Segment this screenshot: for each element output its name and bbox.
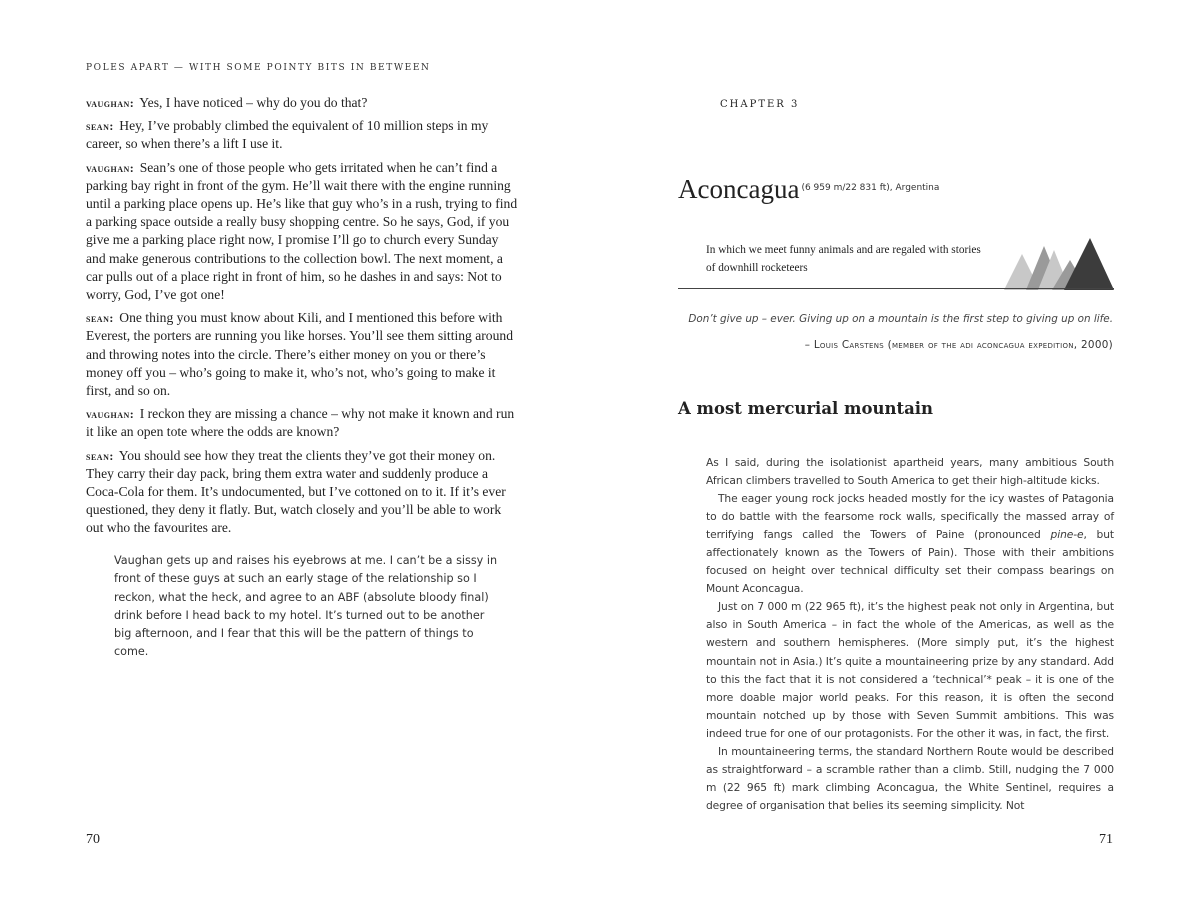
running-head: POLES APART — WITH SOME POINTY BITS IN BETWEEN [86,63,431,73]
page-number-right: 71 [1099,832,1113,847]
dialogue-line [86,159,520,305]
dialogue-text: Hey, I’ve probably climbed the equivalent of 10 million steps in my career, so when there’s a lift I use it. [86,118,489,152]
paragraph-text: The eager young rock jocks headed mostly for the icy wastes of Patagonia to do battle with the fearsome rock walls, specifically the massed array of terrifying fangs called the Towers of Paine (pronounced [706,492,1114,542]
speaker-label: sean: [86,119,114,134]
chapter-divider [678,288,1114,289]
dialogue-block [86,94,520,543]
paragraph-text: , but affectionately known as the Towers of Pain). Those with their ambitions focused on height over technical difficulty set their compass bearings on Mount Aconcagua. [706,528,1115,596]
mountain-name: Aconcagua [678,174,800,204]
speaker-label: vaughan: [86,407,135,422]
paragraph: As I said, during the isolationist apartheid years, many ambitious South African climbers travelled to South America to get their high-altitude kicks. [706,456,1114,488]
epigraph-attribution: – Louis Carstens (member of the adi aconcagua expedition, 2000) [804,339,1113,351]
emphasis-text: pine-e [1050,528,1084,542]
dialogue-line [86,405,520,441]
narrative-aside: Vaughan gets up and raises his eyebrows at me. I can’t be a sissy in front of these guys at such an early stage of the relationship so I reckon, what the heck, and agree to an ABF (absolute bloody final) drink before I head back to my hotel. It’s turned out to be another big afternoon, and I fear that this will be the pattern of things to come. [114,554,498,659]
chapter-label: CHAPTER 3 [720,99,800,110]
paragraph: Just on 7 000 m (22 965 ft), it’s the highest peak not only in Argentina, but also in South America – in fact the whole of the Americas, as well as the western and southern hemispheres. (More simply put, it’s the highest mountain not in Asia.) It’s quite a mountaineering prize by any standard. Add to this the fact that it is not considered a ‘technical’* peak – it is one of the more doable major world peaks. For this reason, it is often the second mountain notched up by those with Seven Summit ambitions. This was indeed true for one of our protagonists. For the other it was, in fact, the first. [706,600,1114,740]
chapter-title [678,174,1118,205]
epigraph: Don’t give up – ever. Giving up on a mountain is the first step to giving up on life. [688,313,1113,325]
dialogue-text: Yes, I have noticed – why do you do that? [139,95,368,110]
dialogue-text: One thing you must know about Kili, and I mentioned this before with Everest, the porters are running you like horses. You’ll see them sitting around and throwing notes into the circle. There’s either money on you or there’s money off you – who’s going to make it, who’s not, who’s going to make it first, and so on. [86,310,513,399]
section-heading: A most mercurial mountain [678,399,934,418]
dialogue-text: You should see how they treat the clients they’ve got their money on. They carry their day pack, bring them extra water and suddenly produce a Coca-Cola for them. It’s undocumented, but I’ve cottoned on to it. If it’s ever questioned, they deny it flatly. But, watch closely and you’ll be able to work out who the favourites are. [86,447,506,536]
speaker-label: vaughan: [86,96,135,110]
body-text [706,454,1114,815]
chapter-summary: In which we meet funny animals and are regaled with stories of downhill rocketeers [706,244,981,274]
speaker-label: sean: [86,448,114,463]
speaker-label: sean: [86,311,114,326]
paragraph: In mountaineering terms, the standard Northern Route would be described as straightforward – a scramble rather than a climb. Still, nudging the 7 000 m (22 965 ft) mark climbing Aconcagua, the White Sentinel, requires a degree of organisation that belies its seeming simplicity. Not [706,744,1114,812]
speaker-label: vaughan: [86,160,135,175]
paragraph [706,490,1114,598]
right-page [600,0,1200,918]
dialogue-line [86,309,520,400]
mountain-meta: (6 959 m/22 831 ft), Argentina [801,182,940,193]
dialogue-text: Sean’s one of those people who gets irritated when he can’t find a parking bay right in front of the gym. He’ll wait there with the engine running until a parking place opens up. He’s like that guy who’s in a rush, trying to find a parking space outside a really busy shopping centre. So he says, God, if you give me a parking place right now, I promise I’ll go to church every Sunday and make generous contributions to the collection bowl. The next moment, a car pulls out of a place right in front of him, so he dashes in and says: Not to worry, God, I’ve got one! [86,159,518,303]
dialogue-line [86,447,520,538]
dialogue-text: I reckon they are missing a chance – why not make it known and run it like an open tote where the odds are known? [86,406,515,440]
mountain-peaks-icon [1004,236,1116,292]
dialogue-line [86,117,520,153]
page-number-left: 70 [86,832,100,847]
dialogue-line [86,94,520,112]
